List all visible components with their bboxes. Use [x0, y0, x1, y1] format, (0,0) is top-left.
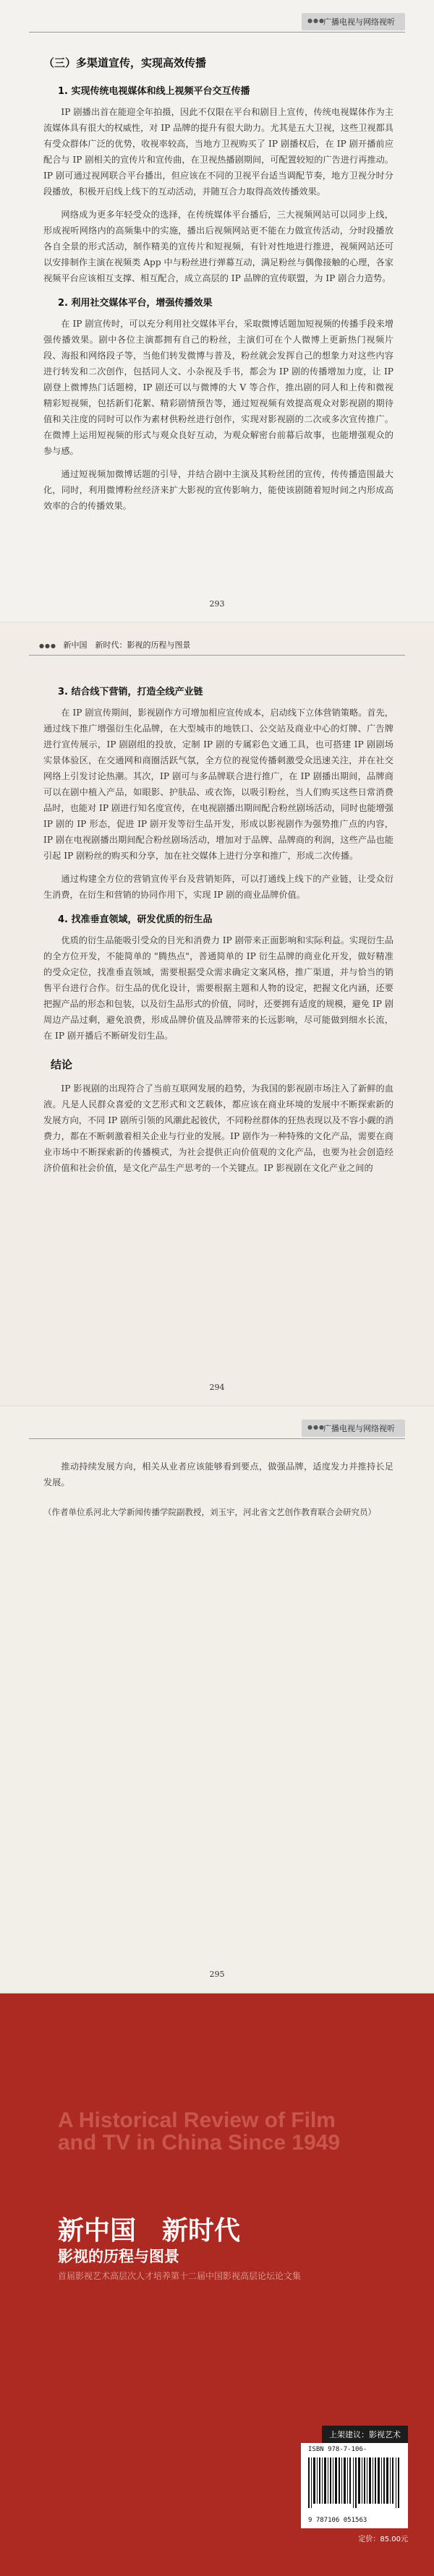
- running-head: [302, 1420, 405, 1437]
- page-content: [43, 1459, 393, 1519]
- running-head: [302, 13, 405, 30]
- page-content: [43, 675, 393, 1183]
- running-head: [29, 636, 200, 653]
- cover-title: 新中国 新时代: [58, 2216, 241, 2246]
- header-rule: [29, 655, 405, 656]
- cover-subtitle: 影视的历程与图景: [58, 2248, 179, 2265]
- author-note: （作者单位系河北大学新闻传播学院副教授，刘玉宇，河北省文艺创作教育联合会研究员）: [43, 1507, 376, 1517]
- book-page-294: [0, 623, 434, 1405]
- dots-ornament-icon: ●●●: [307, 17, 325, 24]
- isbn-top: ISBN 978-7-106-: [308, 2446, 367, 2453]
- shelf-label: 上架建议：影视艺术: [322, 2426, 408, 2443]
- paragraph: 在 IP 剧宣传期间，影视剧作方可增加相应宣传成本，启动线下立体营销策略。首先，通过线下推广增强衍生化品牌，在大型城市的地铁口、公交站及商业中心的灯牌、广告牌进行宣传展示，IP 剧剧组的投放，定制 IP 剧的专属彩色文通工具，也可搭建 IP 剧剧场实景体验区，在交通网和商圈活跃气氛，全方位的视觉传播刺激受众迅速关注，并在社交网络上引发讨论热潮。其次，IP 剧可与多品牌联合进行推广，在 IP 剧播出期间，品牌商可以在剧中植入产品，如眼影、护肤品、或衣饰，以吸引粉丝，当人们购买这些日常消费品时，也能对 IP 剧进行知名度宣传，在电视剧播出期间配合粉丝剧场活动，同时也能增强 IP 剧的 IP 形态，促进 IP 剧开发等衍生品开发，形成以影视剧作为强势推广点的内容，IP 剧在电视剧播出期间配合粉丝剧场活动，增加对于品牌、品牌商的利润，这些产品也能引起 IP 剧粉丝的购买和分享，加在社交媒体上进行分享和推广，形成二次传播。: [43, 708, 393, 861]
- paragraph: 网络成为更多年轻受众的选择，在传统媒体平台播后，三大视频网站可以同步上线，形成视听网络内的高频集中的实施，播出后视频网站更不能在力做宣传活动，分时段播放各自全景的形式活动，制作精美的宣传片和短视频，有针对性地进行推进，视频网站还可以安排制作主演在视频类 App 中与粉丝进行弹幕互动，满足粉丝与偶像接触的心理，各家视频平台应该相互支撑、相互配合，成立高层的 IP 品牌的宣传联盟，为 IP 剧合力造势。: [43, 210, 393, 283]
- paragraph: IP 剧播出首在能迎全年拍摄，因此不仅限在平台和剧目上宣传，传统电视媒体作为主流媒体具有很大的权威性，对 IP 品牌的提升有很大助力。尤其是五大卫视，这些卫视都具有受众群体广泛的优势，收视率较高，当地方卫视购买了 IP 剧播权后，在 IP 剧开播前应配合与 IP 剧相关的宣传片和宣传曲，在卫视热播剧期间，可配置较短的广告进行再推动。IP 剧可通过视网联合平台播出，但应该在不同的卫视平台适当调配节奏，地方卫视分时分段播放，积极开启线上线下的互动活动，并随互合力取得高效传播效果。: [43, 107, 393, 197]
- page-number: 293: [209, 599, 225, 609]
- subheading-3: 3. 结合线下营销，打造全线产业链: [58, 687, 203, 697]
- paragraph: 在 IP 剧宣传时，可以充分利用社交媒体平台，采取微博话题加短视频的传播手段来增强传播效果。剧中各位主演都拥有自己的粉丝，主演们可在个人微博上更新热门视频片段、海报和网络段子等，当他们转发微博与普及，粉丝就会发挥自己的想象力对这些内容进行转发和二次创作，包括同人文、小杂视及手书，都会为 IP 剧的传播增加力度，让 IP 剧登上微博热门话题榜，IP 剧还可以与微博的大 V 等合作，推出剧的同人和上传和微视精彩短视频，包括新们花絮、精彩剧情预告等，通过短视频有效提高观众对影视剧的期待值和关注度的同时可以作为素材供粉丝进行创作，实现对影视剧的二次或多次宣传推广。在微博上运用短视频的形式与观众良好互动，为观众解密台前幕后故事，也能增强观众的参与感。: [43, 319, 393, 456]
- cover-english-title: A Historical Review of Film and TV in China Since 1949: [58, 2108, 341, 2155]
- header-rule: [29, 1438, 405, 1439]
- price: 定价：85.00元: [358, 2536, 408, 2543]
- isbn-bottom: 9 787106 051563: [308, 2517, 367, 2524]
- barcode: [301, 2443, 408, 2528]
- subheading-2: 2. 利用社交媒体平台，增强传播效果: [58, 298, 213, 309]
- book-page-295: [0, 1407, 434, 1992]
- paragraph: 优质的衍生品能吸引受众的目光和消费力 IP 剧带来正面影响和实际利益。实现衍生品的全方位开发，不能简单的 "腾热点"，普通简单的 IP 衍生品牌的商业化开发，做好精准的受众定位，找准垂直领域，需要根据受众需求确定文案风格，推广渠道，并与恰当的销售平台进行合作。衍生品的优化设计，需要根据主题和人物的设定，把握文化内涵，还要把握产品的形态和包装，以及衍生品形式的价值，同时，还要拥有适度的规模，避免 IP 剧周边产品过剩，避免浪费，形成品牌价值及品牌带来的长远影响，尽可能做到细水长流，在 IP 剧开播后不断研发衍生品。: [43, 935, 393, 1041]
- section-heading: （三）多渠道宣传，实现高效传播: [43, 56, 207, 69]
- page-content: [43, 52, 393, 521]
- running-head-text: 广播电视与网络视听: [323, 1424, 395, 1433]
- paragraph: 推动持续发展方向，相关从业者应该能够看到要点，做强品牌，适度发力并推持长足发展。: [43, 1461, 393, 1487]
- subheading-1: 1. 实现传统电视媒体和线上视频平台交互传播: [58, 86, 250, 97]
- barcode-icon: [308, 2457, 401, 2508]
- running-head-text: 新中国 新时代：影视的历程与图景: [63, 640, 191, 650]
- cover-series-line: 首届影视艺术高层次人才培养第十二届中国影视高层论坛论文集: [58, 2271, 302, 2281]
- header-rule: [29, 32, 405, 33]
- conclusion-heading: 结论: [51, 1058, 73, 1071]
- page-number: 294: [209, 1383, 225, 1392]
- paragraph: 通过构建全方位的营销宣传平台及营销矩阵，可以打通线上线下的产业链，让受众衍生消费，在衍生和营销的协同作用下，实现 IP 剧的商业品牌价值。: [43, 874, 393, 900]
- book-page-293: [0, 0, 434, 622]
- paragraph: 通过短视频加微博话题的引导，并结合剧中主演及其粉丝团的宣传，传传播造围最大化，同时，利用微博粉丝经济来扩大影视的宣传影响力，能使该剧随着短时间之内形成高效率的合的传播效果。: [43, 469, 393, 511]
- subheading-4: 4. 找准垂直领域，研发优质的衍生品: [58, 914, 213, 925]
- running-head-text: 广播电视与网络视听: [323, 17, 395, 27]
- paragraph: IP 影视剧的出现符合了当前互联网发展的趋势，为我国的影视剧市场注入了新鲜的血液。凡是人民群众喜爱的文艺形式和文艺载体，都应该在商业环境的发展中不断探索新的发展方向，不同 IP 剧所引领的风潮此起彼伏，不同粉丝群体的狂热表现以及不容小觑的消费力，都在不断刺激着相关企业与行业的发展。IP 剧作为一种特殊的文化产品，需要在商业市场中不断探索新的传播模式，为社会提供正向价值观的文化产品，也要为社会创造经济价值和社会价值，是文化产品生产思考的一个关键点。IP 影视剧在文化产业之间的: [43, 1083, 393, 1173]
- dots-ornament-icon: ●●●: [39, 643, 56, 649]
- book-back-cover: [0, 1993, 434, 2576]
- dots-ornament-icon: ●●●: [307, 1424, 325, 1430]
- page-number: 295: [209, 1970, 225, 1979]
